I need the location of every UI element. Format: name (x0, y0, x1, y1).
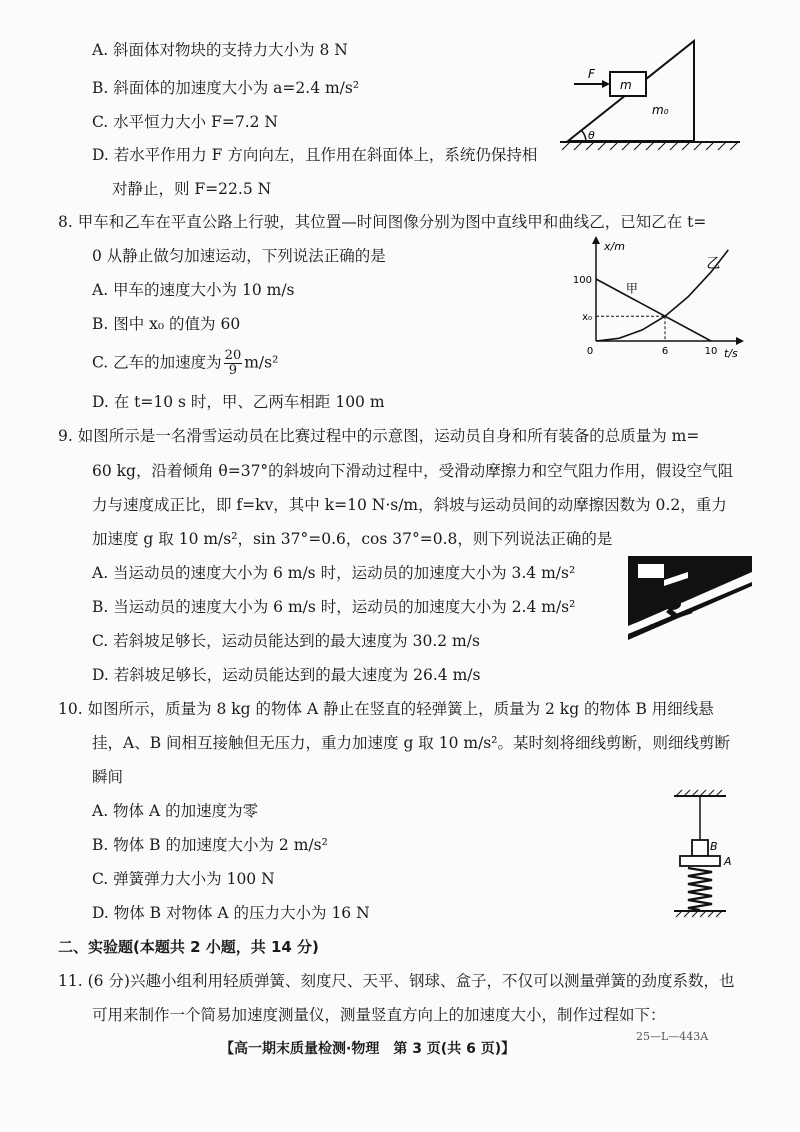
q8-stem-cont: 0 从静止做匀加速运动，下列说法正确的是 (92, 247, 386, 265)
q7-angle-label: θ (588, 129, 595, 142)
q7-option-b: B. 斜面体的加速度大小为 a=2.4 m/s² (92, 79, 360, 97)
q7-block-label: m (620, 78, 632, 92)
x-tick-label: 0 (586, 346, 594, 357)
y-tick-label: 100 (572, 275, 592, 286)
q8-option-c (92, 349, 278, 378)
q7-option-d-cont: 对静止，则 F=22.5 N (112, 180, 272, 198)
series-label-jia: 甲 (625, 281, 638, 296)
q9-stem-cont-1: 60 kg，沿着倾角 θ=37°的斜坡向下滑动过程中，受滑动摩擦力和空气阻力作用，假设空气阻 (92, 462, 734, 480)
q10-label-b: B (710, 840, 718, 853)
q10-label-a: A (724, 855, 732, 868)
y-tick-label: x₀ (582, 312, 592, 324)
section-heading-experiments: 二、实验题(本题共 2 小题，共 14 分) (58, 938, 319, 956)
q11-stem: 11. (6 分)兴趣小组利用轻质弹簧、刻度尺、天平、钢球、盒子，不仅可以测量弹簧的劲度系数，也 (58, 972, 735, 990)
q8-option-d: D. 在 t=10 s 时，甲、乙两车相距 100 m (92, 393, 385, 411)
q8-option-c-text: C. 乙车的加速度为 (92, 353, 222, 372)
q7-incline-figure (560, 36, 750, 151)
page-footer: 【高一期末质量检测·物理 第 3 页(共 6 页)】 (220, 1041, 516, 1057)
q7-incline-mass-label: m₀ (652, 103, 669, 117)
q8-option-c-unit: m/s² (244, 353, 279, 372)
q9-skier-figure (628, 556, 752, 640)
q7-force-label: F (588, 67, 595, 81)
q9-option-b: B. 当运动员的速度大小为 6 m/s 时，运动员的加速度大小为 2.4 m/s² (92, 598, 576, 616)
q7-option-c: C. 水平恒力大小 F=7.2 N (92, 113, 278, 131)
q9-option-c: C. 若斜坡足够长，运动员能达到的最大速度为 30.2 m/s (92, 632, 480, 650)
q10-option-d: D. 物体 B 对物体 A 的压力大小为 16 N (92, 904, 370, 922)
q11-stem-cont: 可用来制作一个简易加速度测量仪，测量竖直方向上的加速度大小，制作过程如下： (92, 1006, 666, 1024)
series-label-yi: 乙 (706, 255, 721, 272)
chart-xlabel: t/s (724, 347, 738, 360)
q10-option-a: A. 物体 A 的加速度为零 (92, 802, 259, 820)
page-code: 25—L—443A (636, 1030, 709, 1043)
series-line-jia (596, 279, 711, 341)
q7-option-d: D. 若水平作用力 F 方向向左，且作用在斜面体上，系统仍保持相 (92, 146, 538, 164)
x-tick-label: 6 (661, 346, 669, 357)
q8-option-c-fraction: $\frac{20}{9}$ (224, 348, 242, 378)
q8-option-b: B. 图中 x₀ 的值为 60 (92, 315, 241, 333)
q9-stem: 9. 如图所示是一名滑雪运动员在比赛过程中的示意图，运动员自身和所有装备的总质量为 m= (58, 427, 700, 445)
q10-option-b: B. 物体 B 的加速度大小为 2 m/s² (92, 836, 328, 854)
q10-spring-figure (660, 790, 750, 922)
q9-option-a: A. 当运动员的速度大小为 6 m/s 时，运动员的加速度大小为 3.4 m/s² (92, 564, 576, 582)
x-tick-label: 10 (704, 346, 718, 357)
q10-stem-cont-2: 瞬间 (92, 768, 124, 786)
q10-stem-cont-1: 挂，A、B 间相互接触但无压力，重力加速度 g 取 10 m/s²。某时刻将细线剪断，则细线剪断 (92, 734, 730, 752)
q9-stem-cont-2: 力与速度成正比，即 f=kv，其中 k=10 N·s/m，斜坡与运动员间的动摩擦因数为 0.2，重力 (92, 496, 727, 514)
q9-option-d: D. 若斜坡足够长，运动员能达到的最大速度为 26.4 m/s (92, 666, 481, 684)
q10-option-c: C. 弹簧弹力大小为 100 N (92, 870, 275, 888)
q8-option-a: A. 甲车的速度大小为 10 m/s (92, 281, 295, 299)
q7-option-a: A. 斜面体对物块的支持力大小为 8 N (92, 41, 348, 59)
q10-stem: 10. 如图所示，质量为 8 kg 的物体 A 静止在竖直的轻弹簧上，质量为 2 kg 的物体 B 用细线悬 (58, 700, 714, 718)
q8-stem: 8. 甲车和乙车在平直公路上行驶，其位置—时间图像分别为图中直线甲和曲线乙，已知乙在 t= (58, 213, 707, 231)
q9-stem-cont-3: 加速度 g 取 10 m/s²，sin 37°=0.6，cos 37°=0.8，则下列说法正确的是 (92, 530, 613, 548)
q8-xt-chart (560, 236, 750, 358)
chart-ylabel: x/m (604, 240, 625, 253)
